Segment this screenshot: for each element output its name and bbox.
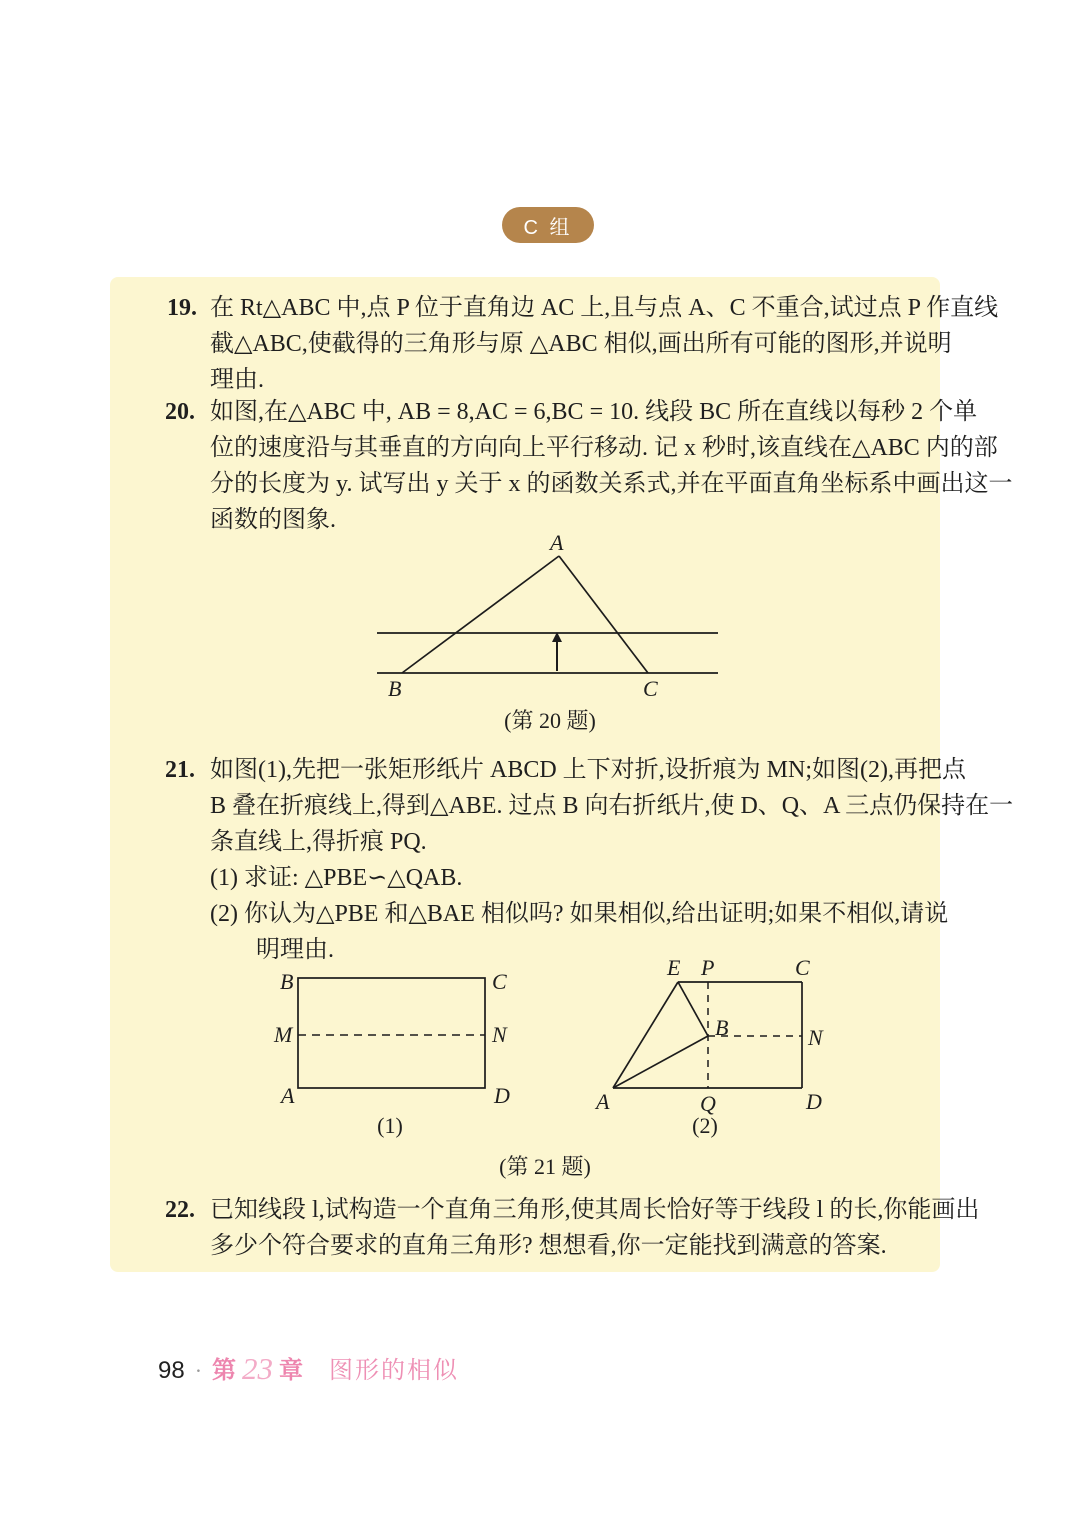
chapter-prefix: 第: [212, 1358, 237, 1384]
figure-problem-21-1: [268, 965, 513, 1115]
chapter-number: 23: [242, 1351, 274, 1386]
problem-20-line-4: 函数的图象.: [210, 507, 336, 533]
fig21-2-label-q: Q: [700, 1091, 716, 1116]
problem-20-line-1: 如图,在△ABC 中, AB = 8,AC = 6,BC = 10. 线段 BC 所在直线以每秒 2 个单: [210, 399, 978, 425]
fold-edge-ae: [613, 982, 678, 1088]
fig21-2-label-n: N: [808, 1025, 823, 1050]
segment-eb: [678, 982, 708, 1036]
fig20-label-b: B: [388, 676, 402, 701]
problem-20-line-3: 分的长度为 y. 试写出 y 关于 x 的函数关系式,并在平面直角坐标系中画出这一: [210, 471, 1013, 497]
fig21-2-label-p: P: [701, 955, 715, 980]
problem-19-line-3: 理由.: [210, 367, 264, 393]
problem-21-item-2: (2) 你认为△PBE 和△BAE 相似吗? 如果相似,给出证明;如果不相似,请说: [210, 901, 949, 927]
fig21-1-label-c: C: [492, 969, 507, 994]
fig20-label-a: A: [550, 530, 564, 555]
chapter-suffix: 章: [279, 1358, 304, 1384]
fig21-2-label-d: D: [806, 1089, 822, 1114]
fig21-1-label-a: A: [281, 1083, 295, 1108]
problem-19-line-2: 截△ABC,使截得的三角形与原 △ABC 相似,画出所有可能的图形,并说明: [210, 331, 952, 357]
problem-22-line-2: 多少个符合要求的直角三角形? 想想看,你一定能找到满意的答案.: [210, 1233, 887, 1259]
footer-separator: ·: [194, 1358, 203, 1383]
figure-20-caption: (第 20 题): [504, 708, 596, 733]
problem-21-item-1: (1) 求证: △PBE∽△QAB.: [210, 865, 463, 891]
page-footer: [158, 1350, 459, 1386]
fig21-2-label-a: A: [596, 1089, 610, 1114]
figure-20-drawing: [360, 535, 730, 700]
fig21-1-label-b: B: [280, 969, 294, 994]
problem-22-number: 22.: [165, 1197, 195, 1223]
figure-problem-21-2: [595, 955, 830, 1116]
figure-21-2-drawing: [595, 955, 830, 1113]
triangle-side-ac: [559, 556, 648, 673]
chapter-title: 图形的相似: [329, 1358, 460, 1384]
figure-21-1-caption: (1): [377, 1113, 403, 1138]
figure-21-1-drawing: [268, 965, 513, 1115]
segment-ab: [613, 1036, 708, 1088]
fig21-1-label-d: D: [494, 1083, 510, 1108]
problem-20-line-2: 位的速度沿与其垂直的方向向上平行移动. 记 x 秒时,该直线在△ABC 内的部: [210, 435, 998, 461]
fig21-2-label-e: E: [667, 955, 681, 980]
problem-22-line-1: 已知线段 l,试构造一个直角三角形,使其周长恰好等于线段 l 的长,你能画出: [210, 1197, 980, 1223]
problem-21-line-3: 条直线上,得折痕 PQ.: [210, 829, 427, 855]
figure-problem-20: [360, 530, 730, 701]
fig20-label-c: C: [643, 676, 658, 701]
figure-21-caption: (第 21 题): [499, 1154, 591, 1179]
page-number: 98: [158, 1357, 185, 1384]
problem-21-item-2-cont: 明理由.: [256, 937, 334, 963]
figure-21-2-caption: (2): [692, 1113, 718, 1138]
rectangle-abcd: [298, 978, 485, 1088]
problem-20-number: 20.: [165, 399, 195, 425]
problem-21-line-2: B 叠在折痕线上,得到△ABE. 过点 B 向右折纸片,使 D、Q、A 三点仍保持在一: [210, 793, 1014, 819]
problem-21-number: 21.: [165, 757, 195, 783]
group-c-badge: C 组: [502, 207, 594, 243]
triangle-side-ab: [402, 556, 559, 673]
problem-19-line-1: 在 Rt△ABC 中,点 P 位于直角边 AC 上,且与点 A、C 不重合,试过点 P 作直线: [210, 295, 999, 321]
fig21-1-label-m: M: [274, 1022, 293, 1047]
fig21-2-label-b: B: [715, 1015, 729, 1040]
problem-19-number: 19.: [167, 295, 197, 321]
fig21-2-label-c: C: [795, 955, 810, 980]
problem-21-line-1: 如图(1),先把一张矩形纸片 ABCD 上下对折,设折痕为 MN;如图(2),再把点: [210, 757, 966, 783]
fig21-1-label-n: N: [492, 1022, 507, 1047]
